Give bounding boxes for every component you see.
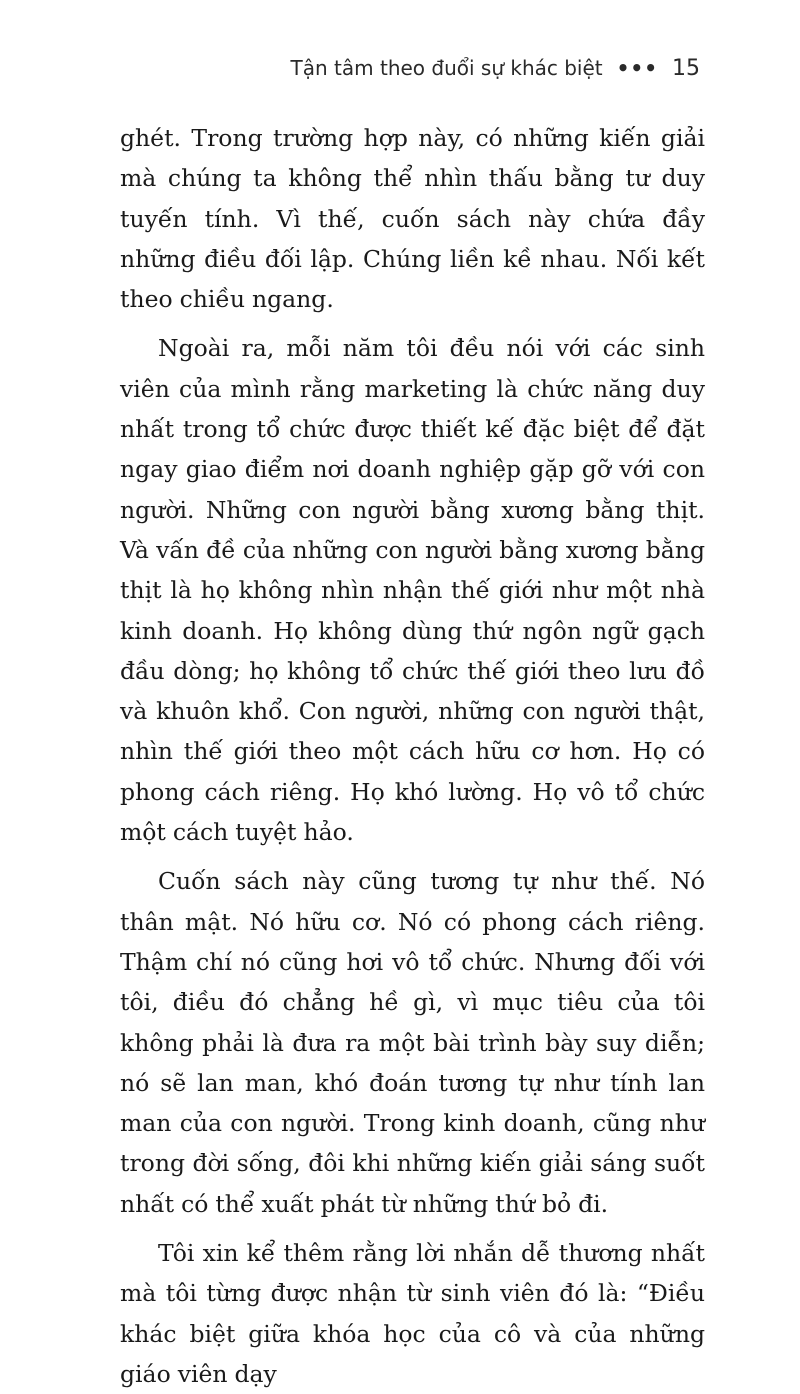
running-title: Tận tâm theo đuổi sự khác biệt: [290, 56, 603, 80]
paragraph: Tôi xin kể thêm rằng lời nhắn dễ thương nhất mà tôi từng được nhận từ sinh viên đó là: “Điều khác biệt giữa khóa học của cô và của những giáo viên dạy: [120, 1239, 705, 1388]
page-number: 15: [672, 56, 700, 81]
paragraph: Cuốn sách này cũng tương tự như thế. Nó thân mật. Nó hữu cơ. Nó có phong cách riêng. Thậm chí nó cũng hơi vô tổ chức. Nhưng đối với tôi, điều đó chẳng hề gì, vì mục tiêu của tôi không phải là đưa ra một bài trình bày suy diễn; nó sẽ lan man, khó đoán tương tự như tính lan man của con người. Trong kinh doanh, cũng như trong đời sống, đôi khi những kiến giải sáng suốt nhất có thể xuất phát từ những thứ bỏ đi.: [120, 867, 705, 1218]
running-header: [291, 56, 700, 81]
paragraph-continuation: ghét. Trong trường hợp này, có những kiến giải mà chúng ta không thể nhìn thấu bằng tư duy tuyến tính. Vì thế, cuốn sách này chứa đầy những điều đối lập. Chúng liền kề nhau. Nối kết theo chiều ngang.: [120, 124, 705, 314]
paragraph: Ngoài ra, mỗi năm tôi đều nói với các sinh viên của mình rằng marketing là chức năng duy nhất trong tổ chức được thiết kế đặc biệt để đặt ngay giao điểm nơi doanh nghiệp gặp gỡ với con người. Những con người bằng xương bằng thịt. Và vấn đề của những con người bằng xương bằng thịt là họ không nhìn nhận thế giới như một nhà kinh doanh. Họ không dùng thứ ngôn ngữ gạch đầu dòng; họ không tổ chức thế giới theo lưu đồ và khuôn khổ. Con người, những con người thật, nhìn thế giới theo một cách hữu cơ hơn. Họ có phong cách riêng. Họ khó lường. Họ vô tổ chức một cách tuyệt hảo.: [120, 334, 705, 847]
body-text: [120, 118, 705, 1394]
header-separator-dots: •••: [616, 56, 658, 80]
